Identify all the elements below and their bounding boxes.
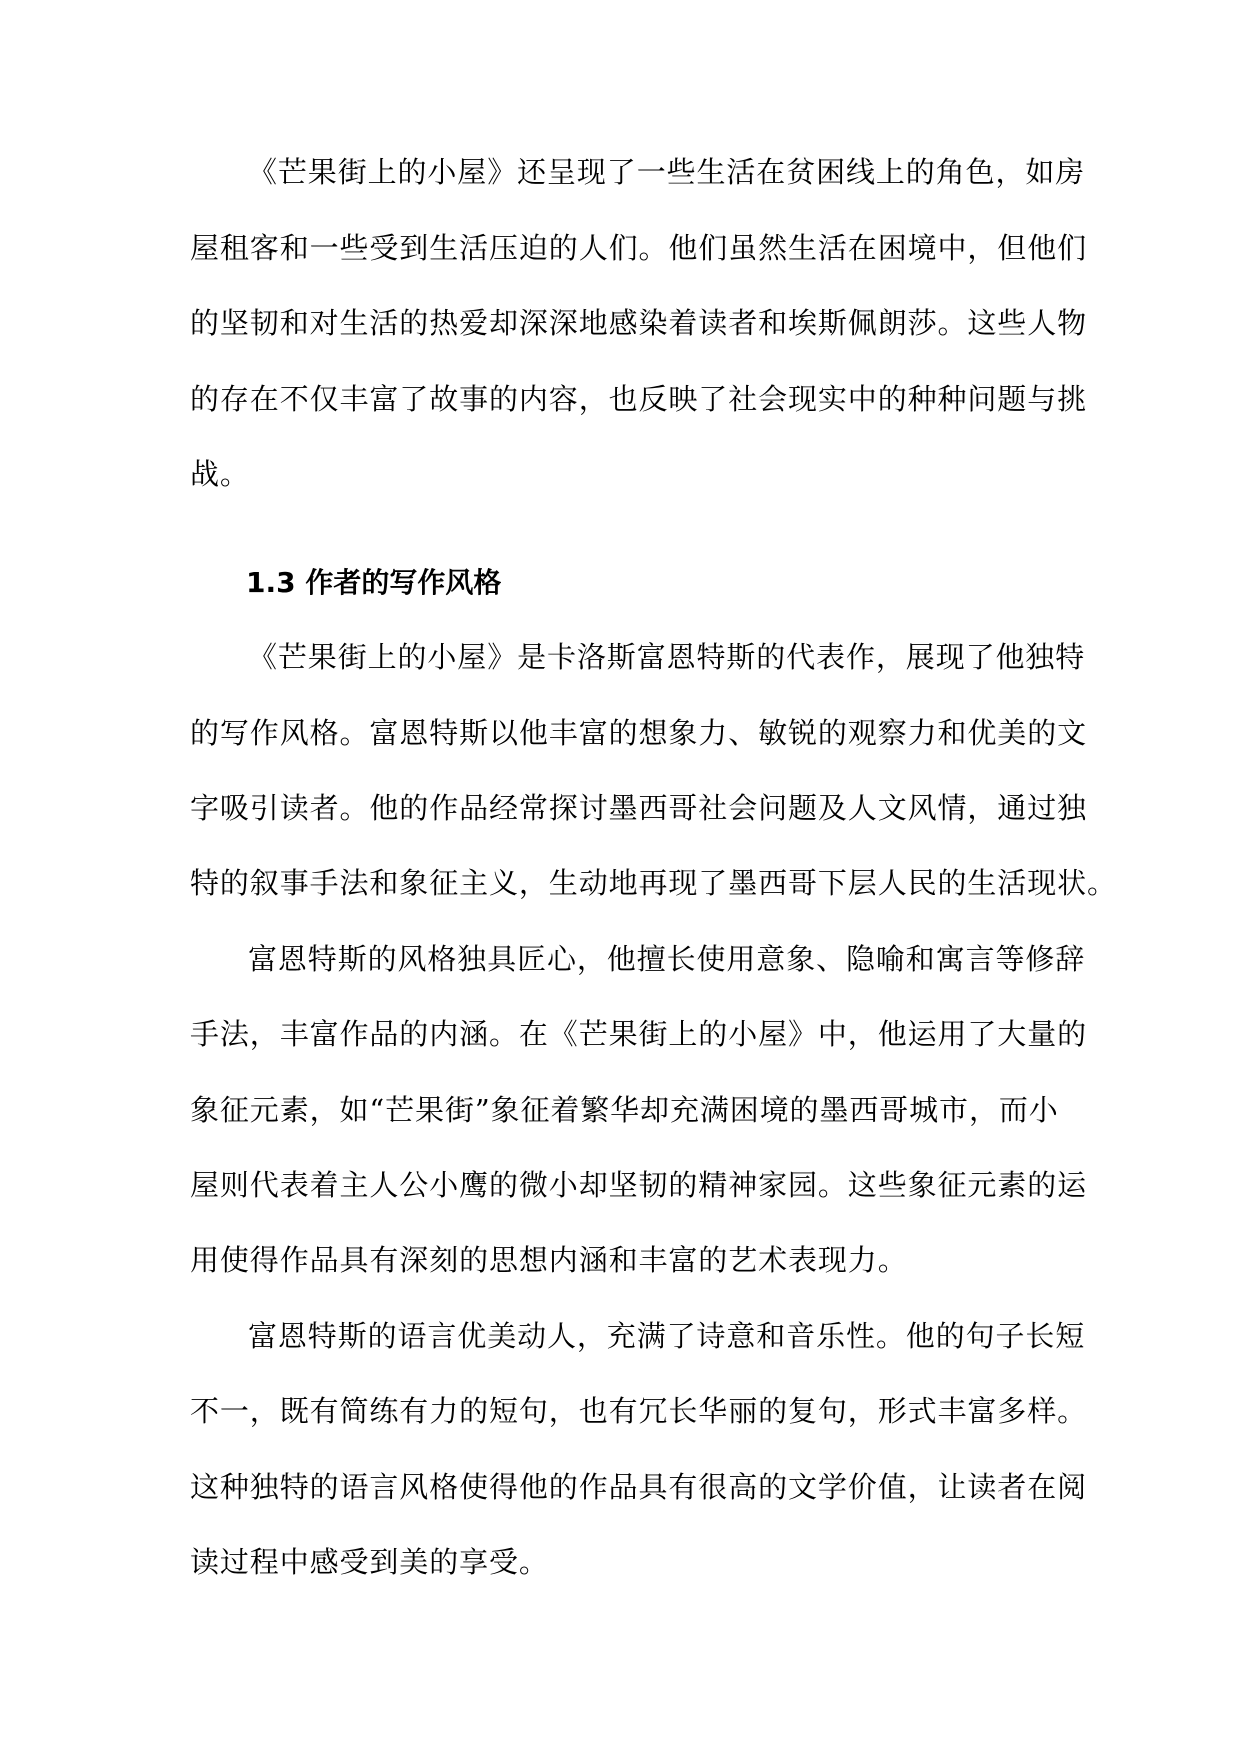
paragraph-2-line-1: 《芒果街上的小屋》是卡洛斯富恩特斯的代表作，展现了他独特 bbox=[248, 640, 1086, 674]
paragraph-4-line-2: 不一，既有简练有力的短句，也有冗长华丽的复句，形式丰富多样。 bbox=[190, 1394, 1088, 1428]
paragraph-1-line-3: 的坚韧和对生活的热爱却深深地感染着读者和埃斯佩朗莎。这些人物 bbox=[190, 306, 1088, 340]
paragraph-1-line-5: 战。 bbox=[190, 457, 250, 491]
section-heading: 1.3 作者的写作风格 bbox=[246, 566, 502, 599]
paragraph-3-line-3: 象征元素，如“芒果街”象征着繁华却充满困境的墨西哥城市，而小 bbox=[190, 1093, 1059, 1127]
paragraph-4-line-1: 富恩特斯的语言优美动人，充满了诗意和音乐性。他的句子长短 bbox=[248, 1319, 1086, 1353]
paragraph-3-line-1: 富恩特斯的风格独具匠心，他擅长使用意象、隐喻和寓言等修辞 bbox=[248, 942, 1086, 976]
paragraph-1-line-1: 《芒果街上的小屋》还呈现了一些生活在贫困线上的角色，如房 bbox=[248, 155, 1086, 189]
paragraph-1-line-2: 屋租客和一些受到生活压迫的人们。他们虽然生活在困境中，但他们 bbox=[190, 231, 1088, 265]
paragraph-3-line-2: 手法，丰富作品的内涵。在《芒果街上的小屋》中，他运用了大量的 bbox=[190, 1017, 1088, 1051]
paragraph-3-line-4: 屋则代表着主人公小鹰的微小却坚韧的精神家园。这些象征元素的运 bbox=[190, 1168, 1088, 1202]
paragraph-4-line-3: 这种独特的语言风格使得他的作品具有很高的文学价值，让读者在阅 bbox=[190, 1470, 1088, 1504]
paragraph-2-line-2: 的写作风格。富恩特斯以他丰富的想象力、敏锐的观察力和优美的文 bbox=[190, 716, 1088, 750]
paragraph-2-line-4: 特的叙事手法和象征主义，生动地再现了墨西哥下层人民的生活现状。 bbox=[190, 866, 1117, 900]
paragraph-2-line-3: 字吸引读者。他的作品经常探讨墨西哥社会问题及人文风情，通过独 bbox=[190, 791, 1088, 825]
paragraph-4-line-4: 读过程中感受到美的享受。 bbox=[190, 1545, 549, 1579]
paragraph-3-line-5: 用使得作品具有深刻的思想内涵和丰富的艺术表现力。 bbox=[190, 1243, 908, 1277]
paragraph-1-line-4: 的存在不仅丰富了故事的内容，也反映了社会现实中的种种问题与挑 bbox=[190, 382, 1088, 416]
